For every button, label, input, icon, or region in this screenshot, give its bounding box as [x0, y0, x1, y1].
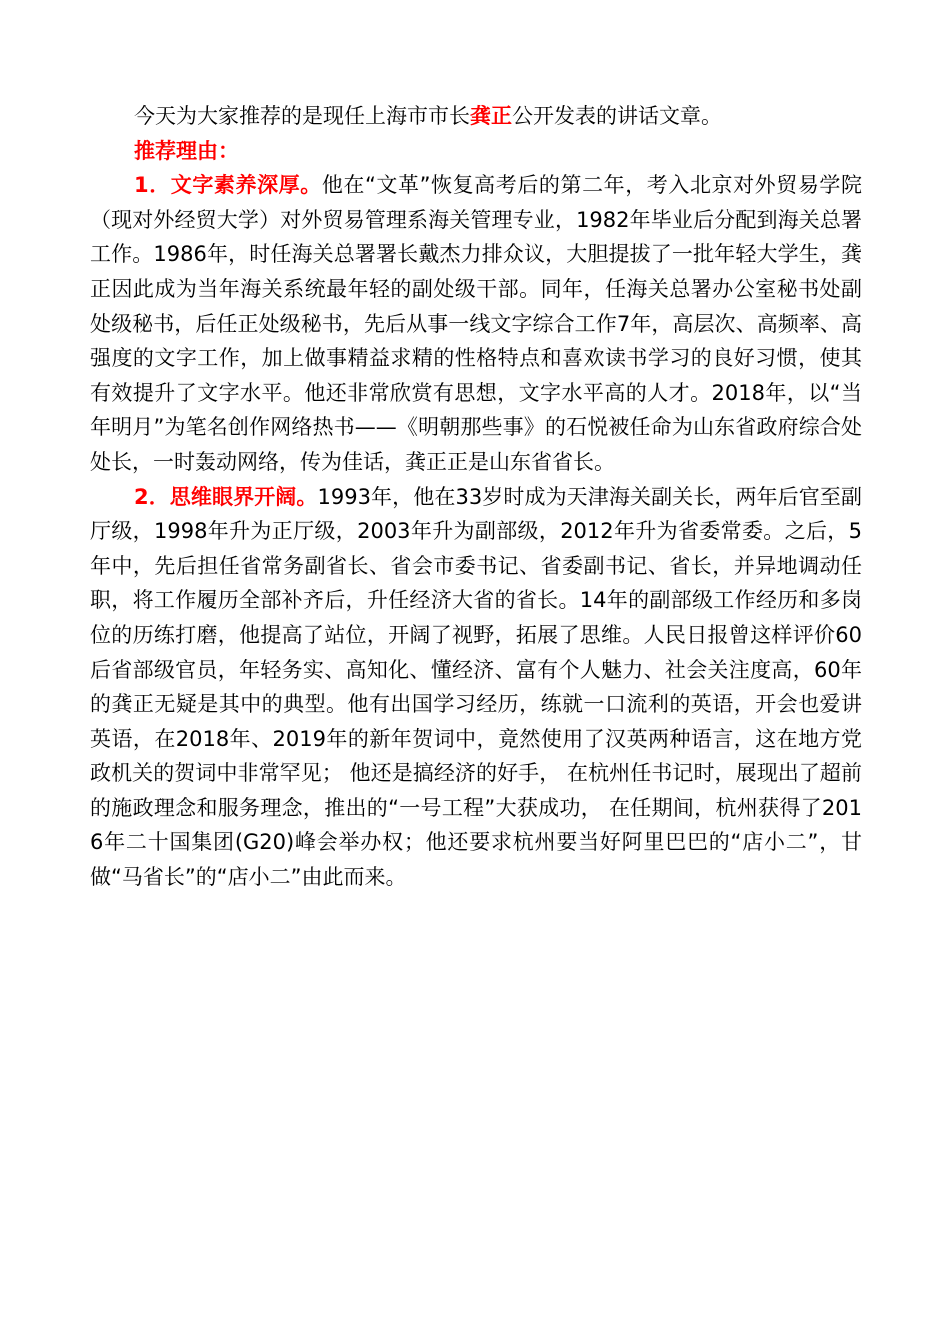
reason-2-paragraph — [90, 480, 862, 895]
reason-2-body: 1993年，他在33岁时成为天津海关副关长，两年后官至副厅级，1998年升为正厅级，2003年升为副部级，2012年升为省委常委。之后，5年中，先后担任省常务副省长、省会市委书记、省委副书记、省长，并异地调动任职，将工作履历全部补齐后，升任经济大省的省长。14年的副部级工作经历和多岗位的历练打磨，他提高了站位，开阔了视野，拓展了思维。人民日报曾这样评价60后省部级官员，年轻务实、高知化、懂经济、富有个人魅力、社会关注度高，60年的龚正无疑是其中的典型。他有出国学习经历，练就一口流利的英语，开会也爱讲英语，在2018年、2019年的新年贺词中，竟然使用了汉英两种语言，这在地方党政机关的贺词中非常罕见； 他还是搞经济的好手， 在杭州任书记时，展现出了超前的施政理念和服务理念，推出的“一号工程”大获成功， 在任期间，杭州获得了2016年二十国集团(G20)峰会举办权；他还要求杭州要当好阿里巴巴的“店小二”，甘做“马省长”的“店小二”由此而来。 — [90, 484, 862, 890]
document-page — [90, 99, 862, 895]
intro-text-after: 公开发表的讲话文章。 — [512, 104, 722, 128]
reason-1-body: 他在“文革”恢复高考后的第二年，考入北京对外贸易学院（现对外经贸大学）对外贸易管理系海关管理专业，1982年毕业后分配到海关总署工作。1986年，时任海关总署署长戴杰力排众议，大胆提拔了一批年轻大学生，龚正因此成为当年海关系统最年轻的副处级干部。同年，任海关总署办公室秘书处副处级秘书，后任正处级秘书，先后从事一线文字综合工作7年，高层次、高频率、高强度的文字工作，加上做事精益求精的性格特点和喜欢读书学习的良好习惯，使其有效提升了文字水平。他还非常欣赏有思想，文字水平高的人才。2018年，以“当年明月”为笔名创作网络热书——《明朝那些事》的石悦被任命为山东省政府综合处处长，一时轰动网络，传为佳话，龚正正是山东省省长。 — [90, 173, 862, 474]
mayor-name: 龚正 — [470, 104, 512, 128]
reason-1-paragraph — [90, 168, 862, 479]
reason-1-title: 1．文字素养深厚。 — [134, 173, 322, 198]
intro-paragraph — [90, 99, 862, 134]
reasons-heading-paragraph — [90, 134, 862, 169]
reason-2-title: 2．思维眼界开阔。 — [134, 484, 318, 509]
reasons-heading: 推荐理由： — [134, 138, 239, 163]
intro-text-before: 今天为大家推荐的是现任上海市市长 — [134, 104, 470, 128]
